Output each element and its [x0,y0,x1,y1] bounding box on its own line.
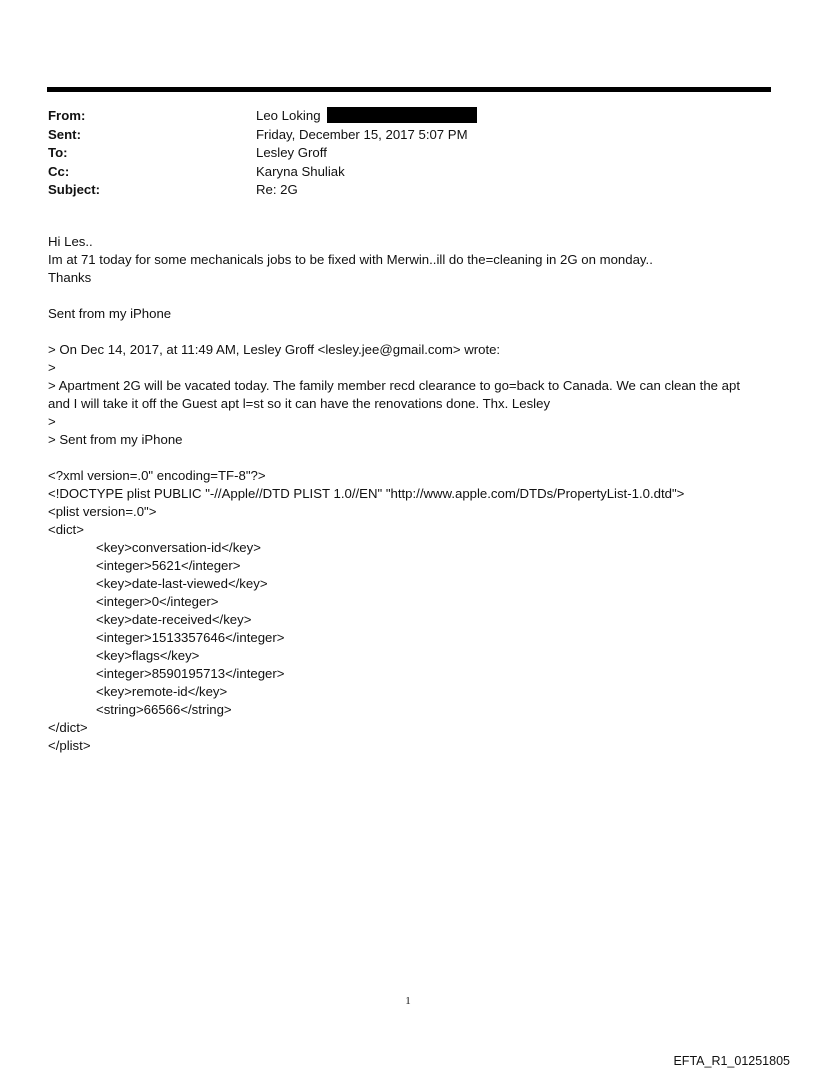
xml-dict-open: <dict> [48,522,84,537]
xml-doctype: <!DOCTYPE plist PUBLIC "-//Apple//DTD PLIST 1.0//EN" "http://www.apple.com/DTDs/PropertyList-1.0.dtd"> [48,486,685,501]
xml-entry: <integer>5621</integer> [96,558,241,573]
thanks-line: Thanks [48,270,92,285]
from-value [256,107,477,126]
to-value: Lesley Groff [256,145,327,160]
xml-entry: <string>66566</string> [96,702,232,717]
signature: Sent from my iPhone [48,306,172,321]
to-label: To: [48,145,68,160]
xml-entry: <key>date-received</key> [96,612,252,627]
from-row [48,107,768,126]
email-header [48,107,768,200]
quote-line: and I will take it off the Guest apt l=st so it can have the renovations done. Thx. Lesley [48,396,551,411]
xml-plist-close: </plist> [48,738,91,753]
xml-entry: <key>flags</key> [96,648,200,663]
quote-line: > Apartment 2G will be vacated today. The family member recd clearance to go=back to Canada. We can clean the apt [48,378,740,393]
xml-entry: <integer>1513357646</integer> [96,630,285,645]
quote-blank: > [48,414,56,429]
email-body [48,233,768,755]
quote-header: > On Dec 14, 2017, at 11:49 AM, Lesley Groff <lesley.jee@gmail.com> wrote: [48,342,501,357]
greeting: Hi Les.. [48,234,93,249]
subject-label: Subject: [48,182,101,197]
cc-row [48,163,768,182]
sender-name: Leo Loking [256,108,321,123]
subject-row [48,181,768,200]
xml-entry: <key>remote-id</key> [96,684,228,699]
xml-plist-open: <plist version=.0"> [48,504,157,519]
xml-dict-close: </dict> [48,720,88,735]
header-divider [47,87,771,92]
sent-label: Sent: [48,126,81,142]
sent-row [48,126,768,145]
xml-entry: <integer>0</integer> [96,594,219,609]
xml-entry: <key>date-last-viewed</key> [96,576,268,591]
cc-label: Cc: [48,163,70,179]
sent-value: Friday, December 15, 2017 5:07 PM [256,126,468,142]
xml-declaration: <?xml version=.0" encoding=TF-8"?> [48,468,266,483]
cc-value: Karyna Shuliak [256,163,345,179]
quote-blank: > [48,360,56,375]
xml-entry: <integer>8590195713</integer> [96,666,285,681]
xml-entry: <key>conversation-id</key> [96,540,261,555]
to-row [48,144,768,163]
subject-value: Re: 2G [256,182,298,197]
redaction-bar [327,107,477,123]
page-number: 1 [405,995,411,1007]
from-label: From: [48,108,86,123]
message-line: Im at 71 today for some mechanicals jobs to be fixed with Merwin..ill do the=cleaning in 2G on monday.. [48,252,653,267]
document-id: EFTA_R1_01251805 [673,1054,790,1068]
quote-signature: > Sent from my iPhone [48,432,183,447]
